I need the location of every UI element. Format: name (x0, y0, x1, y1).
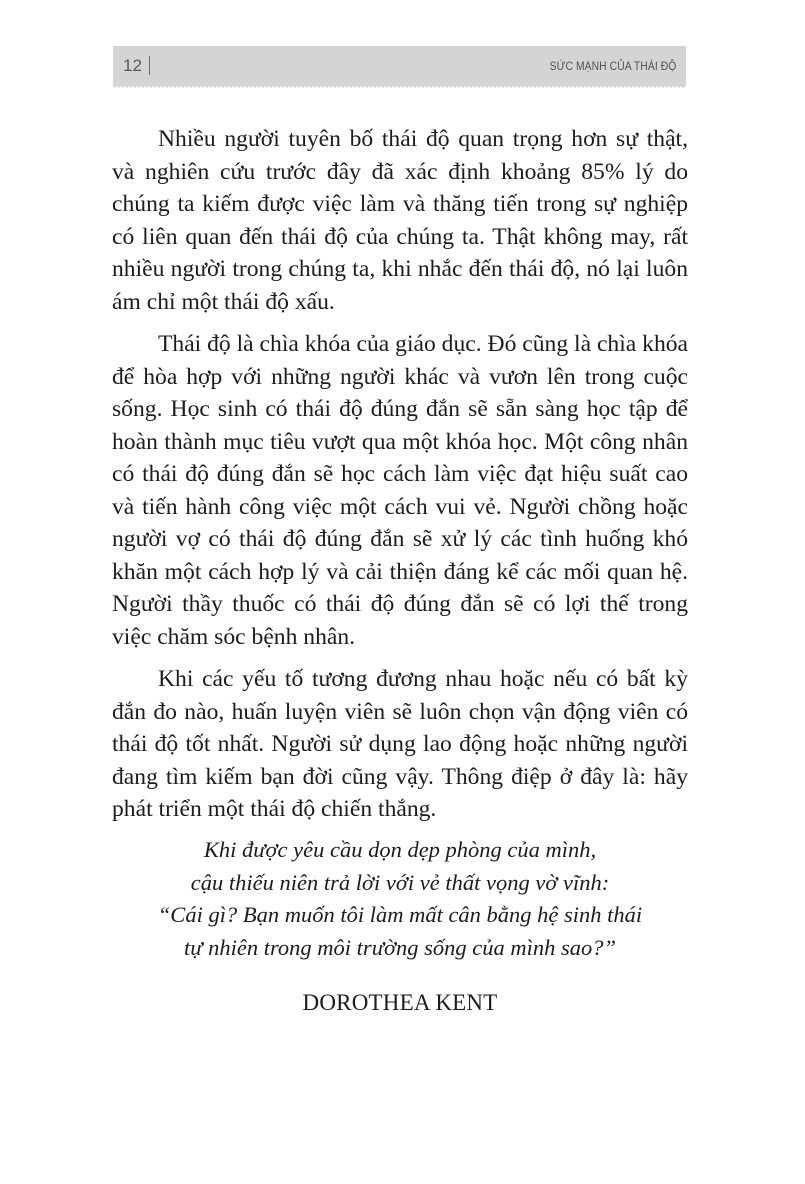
running-header-bar (113, 46, 686, 86)
paragraph: Nhiều người tuyên bố thái độ quan trọng hơn sự thật, và nghiên cứu trước đây đã xác định khoảng 85% lý do chúng ta kiếm được việc làm và thăng tiến trong sự nghiệp có liên quan đến thái độ của chúng ta. Thật không may, rất nhiều người trong chúng ta, khi nhắc đến thái độ, nó lại luôn ám chỉ một thái độ xấu. (112, 126, 688, 315)
page-number: 12 (123, 56, 142, 75)
header-separator (149, 56, 150, 75)
paragraph: Khi các yếu tố tương đương nhau hoặc nếu có bất kỳ đắn đo nào, huấn luyện viên sẽ luôn chọn vận động viên có thái độ tốt nhất. Người sử dụng lao động hoặc những người đang tìm kiếm bạn đời cũng vậy. Thông điệp ở đây là: hãy phát triển một thái độ chiến thắng. (112, 666, 688, 822)
quote-line: Khi được yêu cầu dọn dẹp phòng của mình, (203, 837, 597, 862)
epigraph-quote (112, 834, 688, 964)
quote-line: tự nhiên trong môi trường sống của mình sao?” (184, 934, 616, 960)
paragraph: Thái độ là chìa khóa của giáo dục. Đó cũng là chìa khóa để hòa hợp với những người khác và vươn lên trong cuộc sống. Học sinh có thái độ đúng đắn sẽ sẵn sàng học tập để hoàn thành mục tiêu vượt qua một khóa học. Một công nhân có thái độ đúng đắn sẽ học cách làm việc đạt hiệu suất cao và tiến hành công việc một cách vui vẻ. Người chồng hoặc người vợ có thái độ đúng đắn sẽ xử lý các tình huống khó khăn một cách hợp lý và cải thiện đáng kể các mối quan hệ. Người thầy thuốc có thái độ đúng đắn sẽ có lợi thế trong việc chăm sóc bệnh nhân. (112, 331, 689, 650)
quote-author: DOROTHEA KENT (302, 990, 498, 1015)
quote-line: cậu thiếu niên trả lời với vẻ thất vọng vờ vĩnh: (190, 869, 610, 895)
quote-line: “Cái gì? Bạn muốn tôi làm mất cân bằng hệ sinh thái (157, 902, 643, 927)
body-text (112, 123, 688, 836)
book-title: SỨC MẠNH CỦA THÁI ĐỘ (549, 59, 676, 73)
